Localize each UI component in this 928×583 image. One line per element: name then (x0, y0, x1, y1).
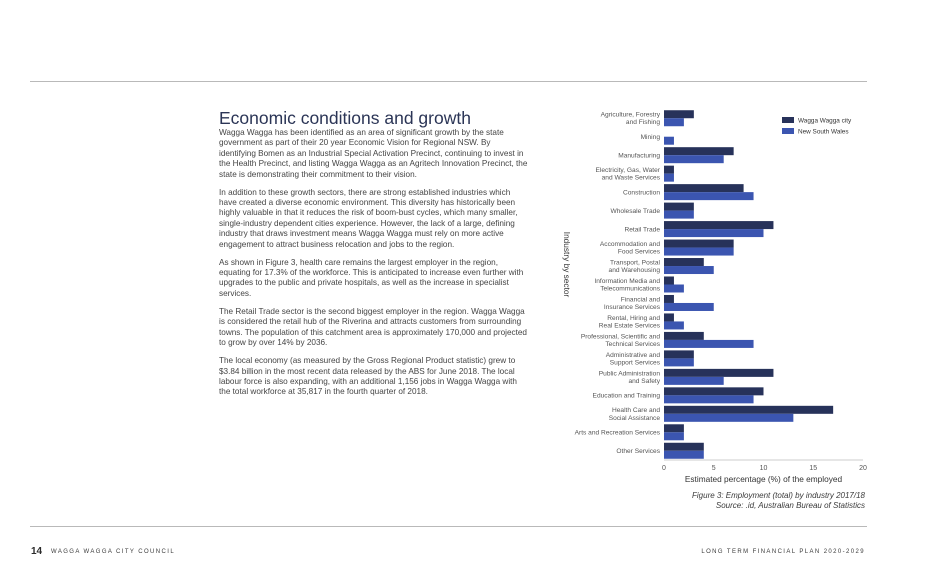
x-tick-label: 15 (809, 465, 818, 472)
page-heading: Economic conditions and growth (219, 108, 471, 128)
bar-new-south-wales (664, 192, 754, 200)
bar-wagga-wagga-city (664, 406, 833, 414)
employment-bar-chart (553, 104, 883, 490)
bar-wagga-wagga-city (664, 443, 704, 451)
footer-organisation: WAGGA WAGGA CITY COUNCIL (51, 549, 176, 555)
category-label: Financial and Insurance Services (603, 296, 660, 311)
bar-wagga-wagga-city (664, 313, 674, 321)
bar-new-south-wales (664, 266, 714, 274)
bar-wagga-wagga-city (664, 221, 773, 229)
bar-new-south-wales (664, 248, 734, 256)
bar-wagga-wagga-city (664, 203, 694, 211)
legend-swatch (782, 128, 794, 134)
x-tick-label: 20 (859, 465, 867, 472)
x-tick-label: 0 (662, 465, 666, 472)
bar-new-south-wales (664, 340, 754, 348)
caption-title: Figure 3: Employment (total) by industry 2017/18 (692, 491, 865, 500)
bar-wagga-wagga-city (664, 147, 734, 155)
bar-new-south-wales (664, 285, 684, 293)
x-axis-label: Estimated percentage (%) of the employed (684, 474, 843, 484)
category-label: Agriculture, Forestry and Fishing (600, 111, 660, 127)
category-label: Education and Training (592, 392, 660, 400)
category-label: Retail Trade (624, 226, 660, 234)
category-label: Other Services (616, 447, 660, 455)
legend-label: New South Wales (798, 128, 849, 136)
paragraph: In addition to these growth sectors, there are strong established industries which have created a diverse economic environment. This diversity has historically been highly valuable in that it reduces the risk of boom-bust cycles, which many smaller, single-industry dependent cities experience. However, the lack of a large, defining industry that draws investment means Wagga Wagga must rely on more active engagement to attract business relocation and jobs to the region. (219, 187, 518, 249)
footer-document-title: LONG TERM FINANCIAL PLAN 2020-2029 (701, 549, 865, 555)
bar-new-south-wales (664, 303, 714, 311)
bar-wagga-wagga-city (664, 350, 694, 358)
bar-wagga-wagga-city (664, 184, 744, 192)
category-label: Accommodation and Food Services (599, 240, 660, 256)
paragraph: Wagga Wagga has been identified as an area of significant growth by the state government as part of their 20 year Economic Vision for Regional NSW. By identifying Bomen as an Industrial Special Activation Precinct, continuing to invest in the Health Precinct, and listing Wagga Wagga as an Agritech Innovation Precinct, the state is demonstrating their commitment to their vision. (219, 128, 528, 179)
bar-new-south-wales (664, 377, 724, 385)
caption-source: Source: .id, Australian Bureau of Statistics (715, 501, 865, 510)
category-label: Wholesale Trade (610, 207, 660, 215)
category-label: Rental, Hiring and Real Estate Services (598, 314, 660, 330)
bar-wagga-wagga-city (664, 369, 773, 377)
paragraph: The local economy (as measured by the Gross Regional Product statistic) grew to $3.84 billion in the most recent data released by the ABS for June 2018. The local labour force is also expanding, with an additional 1,156 jobs in Wagga Wagga with the total workforce at 35,817 in the fourth quarter of 2018. (219, 356, 517, 397)
category-label: Manufacturing (618, 152, 660, 160)
category-label: Health Care and Social Assistance (608, 407, 660, 422)
bar-new-south-wales (664, 118, 684, 126)
paragraph: The Retail Trade sector is the second biggest employer in the region. Wagga Wagga is considered the retail hub of the Riverina and attracts customers from surrounding towns. The population of this catchment area is approximately 170,000 and projected to grow by over 14% by 2036. (219, 306, 527, 348)
bar-wagga-wagga-city (664, 332, 704, 340)
bar-wagga-wagga-city (664, 424, 684, 432)
figure-caption (692, 491, 865, 511)
bar-new-south-wales (664, 229, 764, 237)
bar-new-south-wales (664, 321, 684, 329)
category-label: Professional, Scientific and Technical Services (580, 333, 660, 348)
bar-wagga-wagga-city (664, 110, 694, 118)
bar-wagga-wagga-city (664, 240, 734, 248)
bar-wagga-wagga-city (664, 295, 674, 303)
bar-wagga-wagga-city (664, 387, 764, 395)
bar-new-south-wales (664, 358, 694, 366)
bar-new-south-wales (664, 414, 793, 422)
category-label: Information Media and Telecommunications (594, 277, 660, 293)
bar-new-south-wales (664, 451, 704, 459)
bar-new-south-wales (664, 432, 684, 440)
y-axis-label: Industry by sector (562, 231, 572, 298)
top-rule (30, 81, 867, 82)
category-label: Electricity, Gas, Water and Waste Services (595, 167, 660, 182)
category-label: Administrative and Support Services (605, 351, 660, 367)
x-tick-label: 10 (759, 465, 768, 472)
bar-new-south-wales (664, 211, 694, 219)
bar-new-south-wales (664, 395, 754, 403)
bar-new-south-wales (664, 155, 724, 163)
x-tick-label: 5 (711, 465, 716, 472)
category-label: Public Administration and Safety (598, 370, 660, 385)
category-label: Arts and Recreation Services (574, 429, 660, 437)
legend-label: Wagga Wagga city (798, 117, 852, 125)
article-body (219, 128, 529, 405)
bar-wagga-wagga-city (664, 166, 674, 174)
page-number: 14 (31, 546, 43, 557)
employment-chart (553, 104, 883, 490)
category-label: Mining (640, 133, 660, 141)
bar-wagga-wagga-city (664, 258, 704, 266)
bar-wagga-wagga-city (664, 277, 674, 285)
bar-new-south-wales (664, 174, 674, 182)
bottom-rule (30, 526, 867, 527)
paragraph: As shown in Figure 3, health care remains the largest employer in the region, equating for 17.3% of the workforce. This is anticipated to increase even further with upgrades to the public and private hospitals, as well as the increase in specialist services. (219, 257, 524, 298)
legend-swatch (782, 117, 794, 123)
bar-new-south-wales (664, 137, 674, 145)
category-label: Construction (622, 189, 660, 197)
category-label: Transport, Postal and Warehousing (608, 259, 660, 275)
